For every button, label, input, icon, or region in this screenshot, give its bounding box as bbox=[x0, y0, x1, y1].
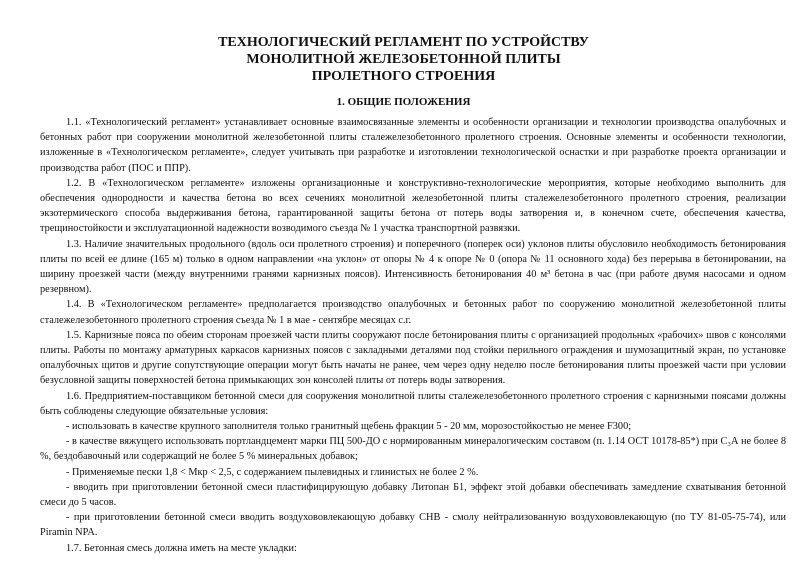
list-item-plasticizer: - вводить при приготовлении бетонной смеси пластифицирующую добавку Литопан Б1, эффект этой добавки обеспечивать замедление схватывания бетонной смеси до 5 часов. bbox=[40, 481, 786, 509]
list-item-cement: - в качестве вяжущего использовать портландцемент марки ПЦ 500-ДО с нормированным минералогическим составом (п. 1.14 ОСТ 10178-85*) при С₃А не более 8 %, бездобавочный или содержащий не более 5 % минеральных добавок; bbox=[40, 436, 786, 463]
title-line-3: ПРОЛЕТНОГО СТРОЕНИЯ bbox=[311, 69, 496, 84]
document-title bbox=[0, 34, 807, 85]
section-heading: 1. ОБЩИЕ ПОЛОЖЕНИЯ bbox=[336, 96, 471, 108]
paragraph-1-1: 1.1. «Технологический регламент» устанавливает основные взаимосвязанные элементы и особенности организации и технологии производства опалубочных и бетонных работ при сооружении монолитной железобетонной плиты сталежелезобетонного пролетного строения. Основные элементы и особенности технологии, изложенные в «Технологическом регламенте», следует учитывать при разработке и изготовлении технологической оснастки и при разработке проекта организации и производства работ (ПОС и ППР). bbox=[40, 117, 786, 174]
paragraph-1-6: 1.6. Предприятием-поставщиком бетонной смеси для сооружения монолитной плиты сталежелезобетонного пролетного строения с карнизными поясами должны быть соблюдены следующие обязательные условия: bbox=[40, 390, 786, 417]
list-item-air-entraining: - при приготовлении бетонной смеси вводить воздухововлекающую добавку СНВ - смолу нейтрализованную воздухововлекающую (по ТУ 81-05-75-74), или Piramin NPA. bbox=[40, 512, 786, 539]
paragraph-1-7: 1.7. Бетонная смесь должна иметь на месте укладки: bbox=[66, 542, 297, 554]
paragraph-1-3: 1.3. Наличие значительных продольного (вдоль оси пролетного строения) и поперечного (поперек оси) уклонов плиты обусловило необходимость бетонирования плиты по всей ее длине (165 м) только в одном направлении «на уклон» от опоры № 4 к опоре № 0 (опора № 11 основного хода) без перерыва в бетонировании, на ширину проезжей части (между внутренними гранями карнизных поясов). Интенсивность бетонирования 40 м³ бетона в час (при работе двумя насосами и одном резервном). bbox=[40, 238, 786, 296]
paragraph-1-2: 1.2. В «Технологическом регламенте» изложены организационные и конструктивно-технологические мероприятия, которые необходимо выполнить для обеспечения однородности и качества бетона во всех сечениях монолитной железобетонной плиты сталежелезобетонного пролетного строения, реализации экзотермического способа выдерживания бетона, гарантированной защиты бетона от потерь воды затворения и, в конечном счете, обеспечения качества, трещиностойкости и эксплуатационной надежности возводимого съезда № 1 участка транспортной развязки. bbox=[40, 177, 786, 235]
list-item-aggregate: - использовать в качестве крупного заполнителя только гранитный щебень фракции 5 - 20 мм, морозостойкостью не менее F300; bbox=[66, 421, 632, 433]
paragraph-1-4: 1.4. В «Технологическом регламенте» предполагается производство опалубочных и бетонных работ по сооружению монолитной железобетонной плиты сталежелезобетонного пролетного строения съезда № 1 в мае - сентябре месяцах с.г. bbox=[40, 299, 786, 326]
paragraph-1-5: 1.5. Карнизные пояса по обеим сторонам проезжей части плиты сооружают после бетонирования плиты с организацией продольных «рабочих» швов с консолями плиты. Работы по монтажу арматурных каркасов карнизных поясов с закладными деталями под стойки перильного ограждения и шумозащитный экран, по установке опалубочных щитов и другие сопутствующие операции могут быть начаты не ранее, чем через одну неделю после бетонирования плиты проезжей части при условии безусловной защиты поверхностей бетона примыкающих зон консолей плиты от потерь воды затворения. bbox=[40, 329, 786, 387]
list-item-sand: - Применяемые пески 1,8 < Мкр < 2,5, с содержанием пылевидных и глинистых не более 2 %. bbox=[66, 466, 479, 478]
title-line-1: ТЕХНОЛОГИЧЕСКИЙ РЕГЛАМЕНТ ПО УСТРОЙСТВУ bbox=[218, 35, 589, 50]
title-line-2: МОНОЛИТНОЙ ЖЕЛЕЗОБЕТОННОЙ ПЛИТЫ bbox=[246, 52, 561, 67]
document-body bbox=[40, 115, 786, 556]
